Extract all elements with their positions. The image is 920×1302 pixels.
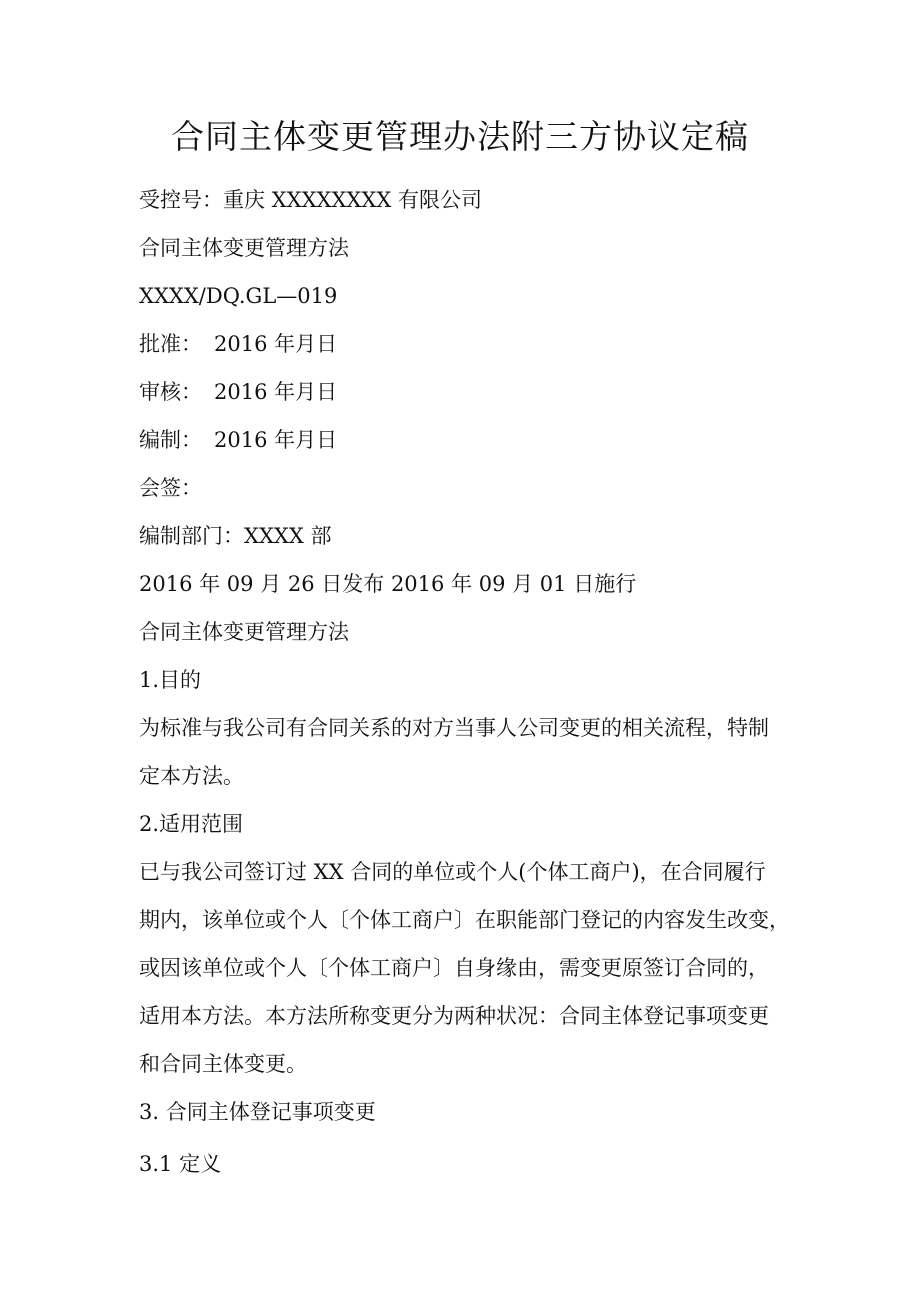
method-name: 合同主体变更管理方法 — [139, 236, 349, 260]
review-label: 审核： — [139, 380, 202, 404]
section1-body-line: 定本方法。 — [139, 764, 244, 788]
section1-body-line: 为标准与我公司有合同关系的对方当事人公司变更的相关流程，特制 — [139, 716, 769, 740]
compile-label: 编制： — [139, 428, 202, 452]
compiling-department: 编制部门：XXXX 部 — [139, 524, 332, 548]
countersign: 会签： — [139, 476, 202, 500]
section2-body-line: 期内，该单位或个人〔个体工商户〕在职能部门登记的内容发生改变， — [139, 908, 790, 932]
document-code: XXXX/DQ.GL—019 — [139, 284, 338, 308]
section2-body-line: 或因该单位或个人〔个体工商户〕自身缘由，需变更原签订合同的， — [139, 956, 769, 980]
compile-date: 2016 年月日 — [214, 428, 338, 452]
section2-body-line: 适用本方法。本方法所称变更分为两种状况：合同主体登记事项变更 — [139, 1004, 769, 1028]
document-title: 合同主体变更管理办法附三方协议定稿 — [171, 117, 749, 156]
section2-body-line: 和合同主体变更。 — [139, 1052, 307, 1076]
section3-heading: 3. 合同主体登记事项变更 — [139, 1100, 376, 1124]
section2-body-line: 已与我公司签订过 XX 合同的单位或个人(个体工商户)，在合同履行 — [139, 860, 766, 884]
approve-label: 批准： — [139, 332, 202, 356]
approve-date: 2016 年月日 — [214, 332, 338, 356]
control-number: 受控号：重庆 XXXXXXXX 有限公司 — [139, 188, 482, 212]
publish-info: 2016 年 09 月 26 日发布 2016 年 09 月 01 日施行 — [139, 572, 637, 596]
review-line — [139, 375, 337, 409]
approve-line — [139, 327, 337, 361]
section1-heading: 1.目的 — [139, 668, 202, 692]
compile-line — [139, 423, 337, 457]
section2-heading: 2.适用范围 — [139, 812, 244, 836]
review-date: 2016 年月日 — [214, 380, 338, 404]
section31-heading: 3.1 定义 — [139, 1152, 222, 1176]
method-name-repeat: 合同主体变更管理方法 — [139, 620, 349, 644]
